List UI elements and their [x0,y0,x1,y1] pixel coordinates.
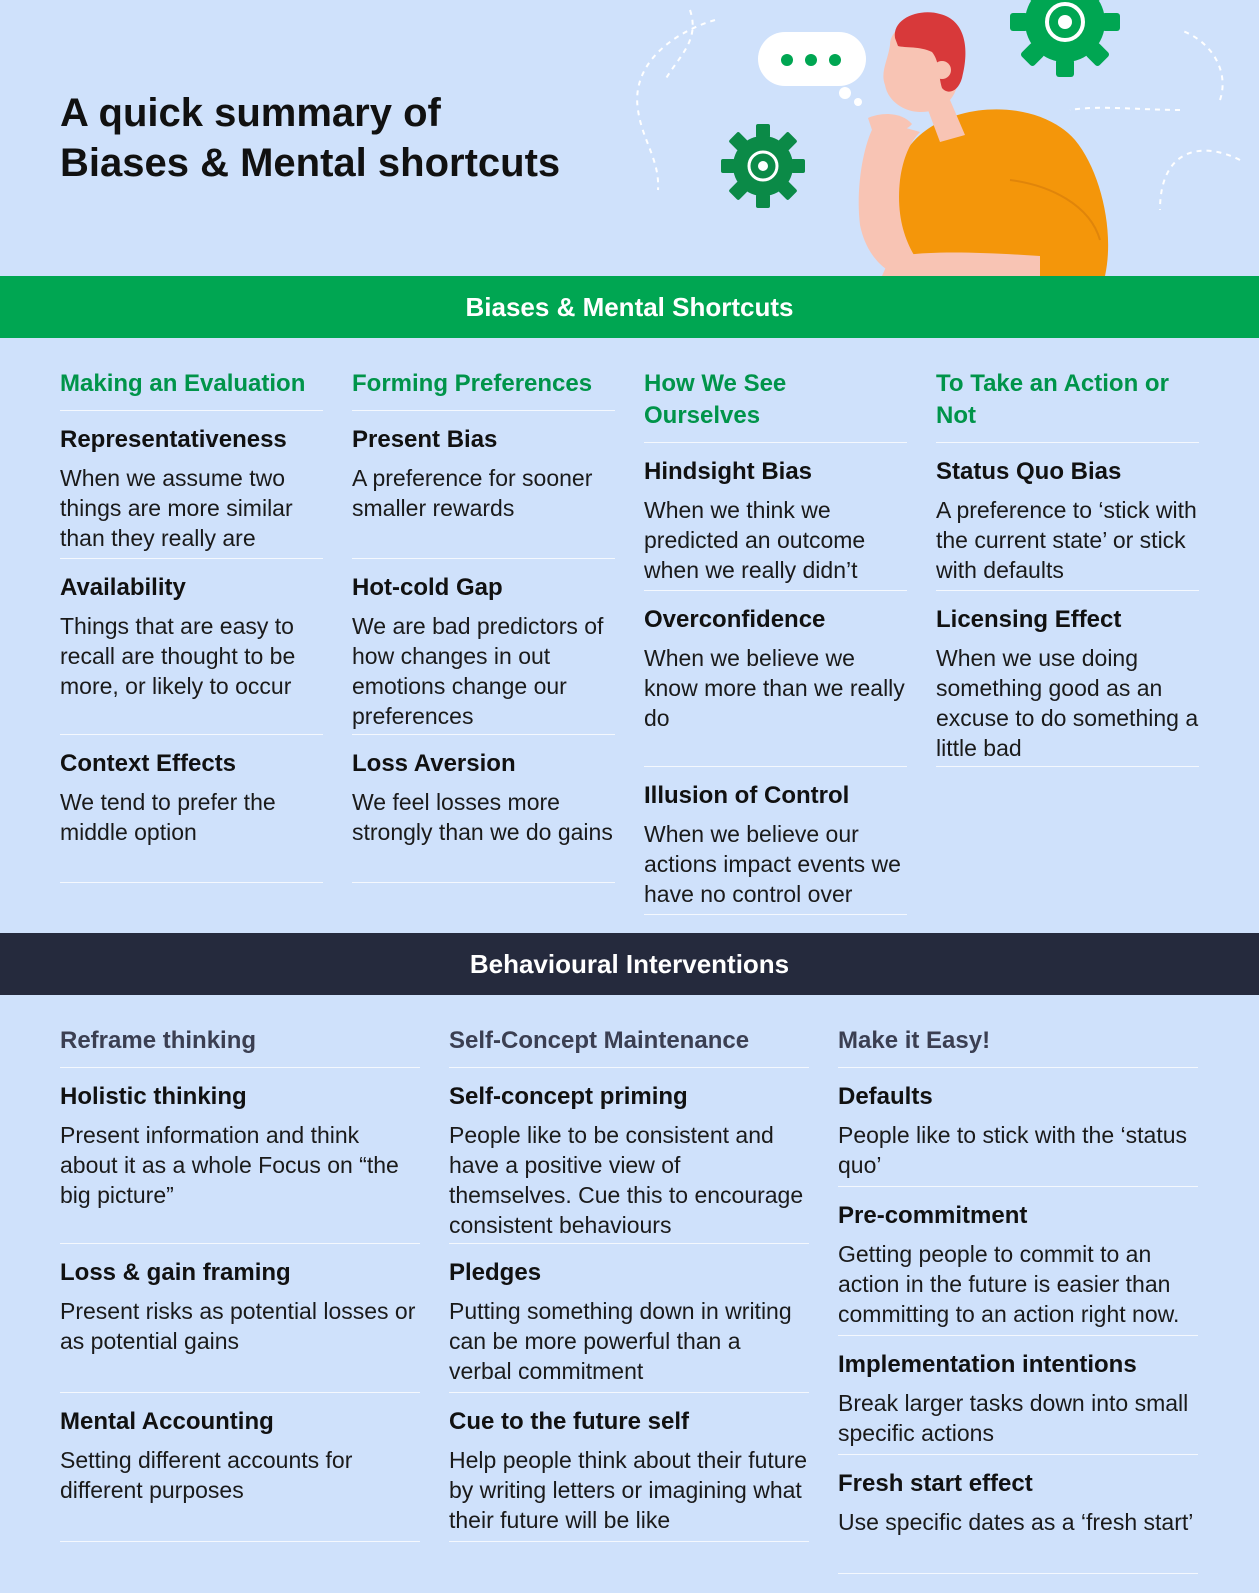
biases-section-title: Biases & Mental Shortcuts [465,291,794,322]
column-heading: Self-Concept Maintenance [449,1025,809,1068]
bias-description: Things that are easy to recall are thought to be more, or likely to occur [60,613,296,699]
intervention-title: Defaults [838,1083,933,1110]
bias-description: A preference for sooner smaller rewards [352,465,593,521]
speech-bubble-icon [758,32,866,106]
intervention-description: Getting people to commit to an action in the future is easier than committing to an action right now. [838,1241,1180,1327]
intervention-column-self-concept [449,1025,809,1574]
intervention-title: Fresh start effect [838,1470,1033,1497]
bias-item [352,411,615,559]
intervention-item [60,1393,420,1542]
column-heading: How We See Ourselves [644,368,907,443]
bias-column-evaluation [60,368,323,915]
bias-column-ourselves [644,368,907,915]
bias-column-preferences [352,368,615,915]
column-heading: To Take an Action or Not [936,368,1199,443]
column-heading: Make it Easy! [838,1025,1198,1068]
gear-icon [721,124,805,208]
bias-column-action [936,368,1199,915]
bias-description: When we believe our actions impact events we have no control over [644,821,901,907]
intervention-description: Putting something down in writing can be more powerful than a verbal commitment [449,1298,792,1384]
intervention-description: People like to be consistent and have a positive view of themselves. Cue this to encourage consistent behaviours [449,1122,804,1238]
bias-item [352,735,615,883]
bias-item [352,559,615,735]
intervention-description: Break larger tasks down into small specific actions [838,1390,1189,1446]
bias-description: When we assume two things are more similar than they really are [60,465,293,551]
page-title [60,88,560,188]
intervention-title: Self-concept priming [449,1083,688,1110]
column-heading: Reframe thinking [60,1025,420,1068]
intervention-column-reframe [60,1025,420,1574]
intervention-title: Pre-commitment [838,1202,1028,1229]
intervention-column-make-easy [838,1025,1198,1574]
intervention-title: Loss & gain framing [60,1259,291,1286]
intervention-title: Implementation intentions [838,1351,1137,1378]
intervention-item [838,1187,1198,1336]
bias-title: Representativeness [60,426,287,453]
bias-description: We tend to prefer the middle option [60,789,276,845]
column-heading: Forming Preferences [352,368,615,411]
bias-description: When we believe we know more than we really do [644,645,905,731]
intervention-title: Cue to the future self [449,1408,690,1435]
intervention-description: Help people think about their future by writing letters or imagining what their future will be like [449,1447,808,1533]
interventions-section-title: Behavioural Interventions [469,948,790,979]
bias-title: Context Effects [60,750,237,777]
bias-title: Overconfidence [644,606,826,633]
bias-title: Licensing Effect [936,606,1122,633]
bias-item [936,591,1199,767]
intervention-description: Present risks as potential losses or as potential gains [60,1298,416,1354]
intervention-title: Mental Accounting [60,1408,274,1435]
intervention-title: Pledges [449,1259,542,1286]
bias-description: When we think we predicted an outcome when we really didn’t [644,497,866,583]
biases-grid [60,368,1200,915]
bias-description: A preference to ‘stick with the current state’ or stick with defaults [936,497,1197,583]
interventions-grid [60,1025,1200,1574]
intervention-item [838,1336,1198,1455]
intervention-item [60,1068,420,1244]
interventions-section-header [0,933,1259,995]
intervention-item [838,1455,1198,1574]
bias-title: Present Bias [352,426,498,453]
bias-item [60,559,323,735]
bias-item [644,767,907,915]
bias-title: Illusion of Control [644,782,850,809]
bias-title: Hot-cold Gap [352,574,503,601]
intervention-description: Setting different accounts for different purposes [60,1447,353,1503]
thinking-person-illustration [620,0,1259,276]
column-heading: Making an Evaluation [60,368,323,411]
biases-section-header [0,276,1259,338]
bias-description: When we use doing something good as an excuse to do something a little bad [936,645,1199,761]
intervention-item [449,1393,809,1542]
page-title-line-1: A quick summary of [60,91,441,135]
intervention-item [449,1244,809,1393]
intervention-description: Present information and think about it as a whole Focus on “the big picture” [60,1122,399,1208]
intervention-item [60,1244,420,1393]
bias-title: Hindsight Bias [644,458,813,485]
bias-title: Status Quo Bias [936,458,1122,485]
bias-title: Loss Aversion [352,750,516,777]
bias-title: Availability [60,574,186,601]
intervention-item [838,1068,1198,1187]
intervention-title: Holistic thinking [60,1083,247,1110]
bias-description: We feel losses more strongly than we do gains [352,789,613,845]
gear-icon [1010,0,1120,77]
bias-description: We are bad predictors of how changes in out emotions change our preferences [352,613,604,729]
hero-header [0,0,1259,276]
bias-item [60,411,323,559]
intervention-description: Use specific dates as a ‘fresh start’ [838,1509,1194,1535]
bias-item [60,735,323,883]
bias-item [644,443,907,591]
bias-item [644,591,907,767]
bias-item [936,443,1199,591]
intervention-description: People like to stick with the ‘status quo’ [838,1122,1187,1178]
intervention-item [449,1068,809,1244]
page-title-line-2: Biases & Mental shortcuts [60,141,561,185]
